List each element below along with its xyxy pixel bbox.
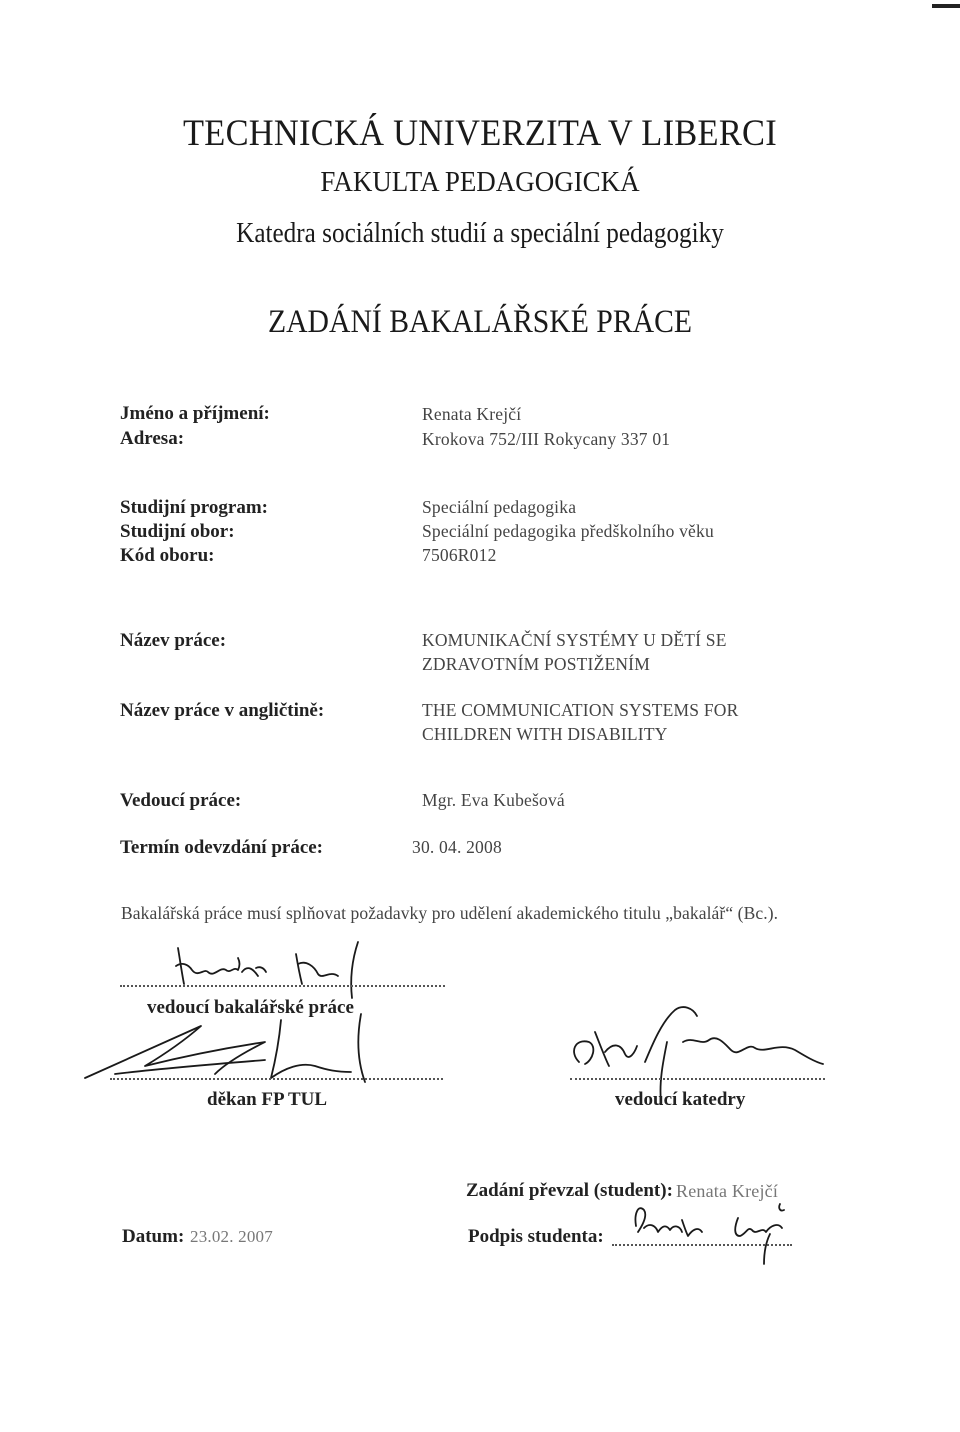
deadline-value: 30. 04. 2008: [412, 837, 502, 857]
deadline-label: Termín odevzdání práce:: [120, 837, 324, 858]
supervisor-signature-label: vedoucí bakalářské práce: [147, 997, 354, 1018]
field-label: Studijní obor:: [120, 521, 235, 542]
title-value-line2: ZDRAVOTNÍM POSTIŽENÍM: [422, 654, 650, 674]
code-value: 7506R012: [422, 545, 497, 565]
supervisor-signature-line: [120, 985, 445, 987]
title-en-value-line1: THE COMMUNICATION SYSTEMS FOR: [422, 700, 739, 720]
field-value: Speciální pedagogika předškolního věku: [422, 521, 714, 541]
date-label: Datum:: [122, 1226, 185, 1247]
head-signature-line: [570, 1078, 825, 1080]
accepted-by-value: Renata Krejčí: [676, 1181, 779, 1201]
scan-edge-mark: [932, 4, 960, 8]
head-signature-label: vedoucí katedry: [615, 1089, 746, 1110]
title-label: Název práce:: [120, 630, 227, 651]
supervisor-label: Vedoucí práce:: [120, 790, 242, 811]
head-of-department-signature: [565, 1002, 825, 1102]
degree-requirement-note: Bakalářská práce musí splňovat požadavky pro udělení akademického titulu „bakalář“ (Bc.).: [121, 903, 779, 923]
address-label: Adresa:: [120, 428, 185, 449]
date-value: 23.02. 2007: [190, 1227, 273, 1246]
student-signature: [630, 1192, 800, 1264]
faculty-name: FAKULTA PEDAGOGICKÁ: [320, 166, 640, 198]
department-name: Katedra sociálních studií a speciální pedagogiky: [236, 218, 724, 249]
dean-signature-label: děkan FP TUL: [207, 1089, 328, 1110]
accepted-by-label: Zadání převzal (student):: [466, 1180, 673, 1201]
supervisor-value: Mgr. Eva Kubešová: [422, 790, 565, 810]
dean-signature-line: [110, 1078, 443, 1080]
title-en-label: Název práce v angličtině:: [120, 700, 325, 721]
address-value: Krokova 752/III Rokycany 337 01: [422, 429, 671, 449]
title-value-line1: KOMUNIKAČNÍ SYSTÉMY U DĚTÍ SE: [422, 630, 727, 650]
document-title: ZADÁNÍ BAKALÁŘSKÉ PRÁCE: [267, 304, 693, 340]
name-label: Jméno a příjmení:: [120, 403, 270, 424]
program-label: Studijní program:: [120, 497, 268, 518]
student-signature-label: Podpis studenta:: [468, 1226, 604, 1247]
code-label: Kód oboru:: [120, 545, 215, 566]
title-en-value-line2: CHILDREN WITH DISABILITY: [422, 724, 668, 744]
program-value: Speciální pedagogika: [422, 497, 577, 517]
university-name: TECHNICKÁ UNIVERZITA V LIBERCI: [182, 113, 778, 154]
name-value: Renata Krejčí: [422, 404, 522, 424]
supervisor-signature: [168, 940, 358, 1000]
